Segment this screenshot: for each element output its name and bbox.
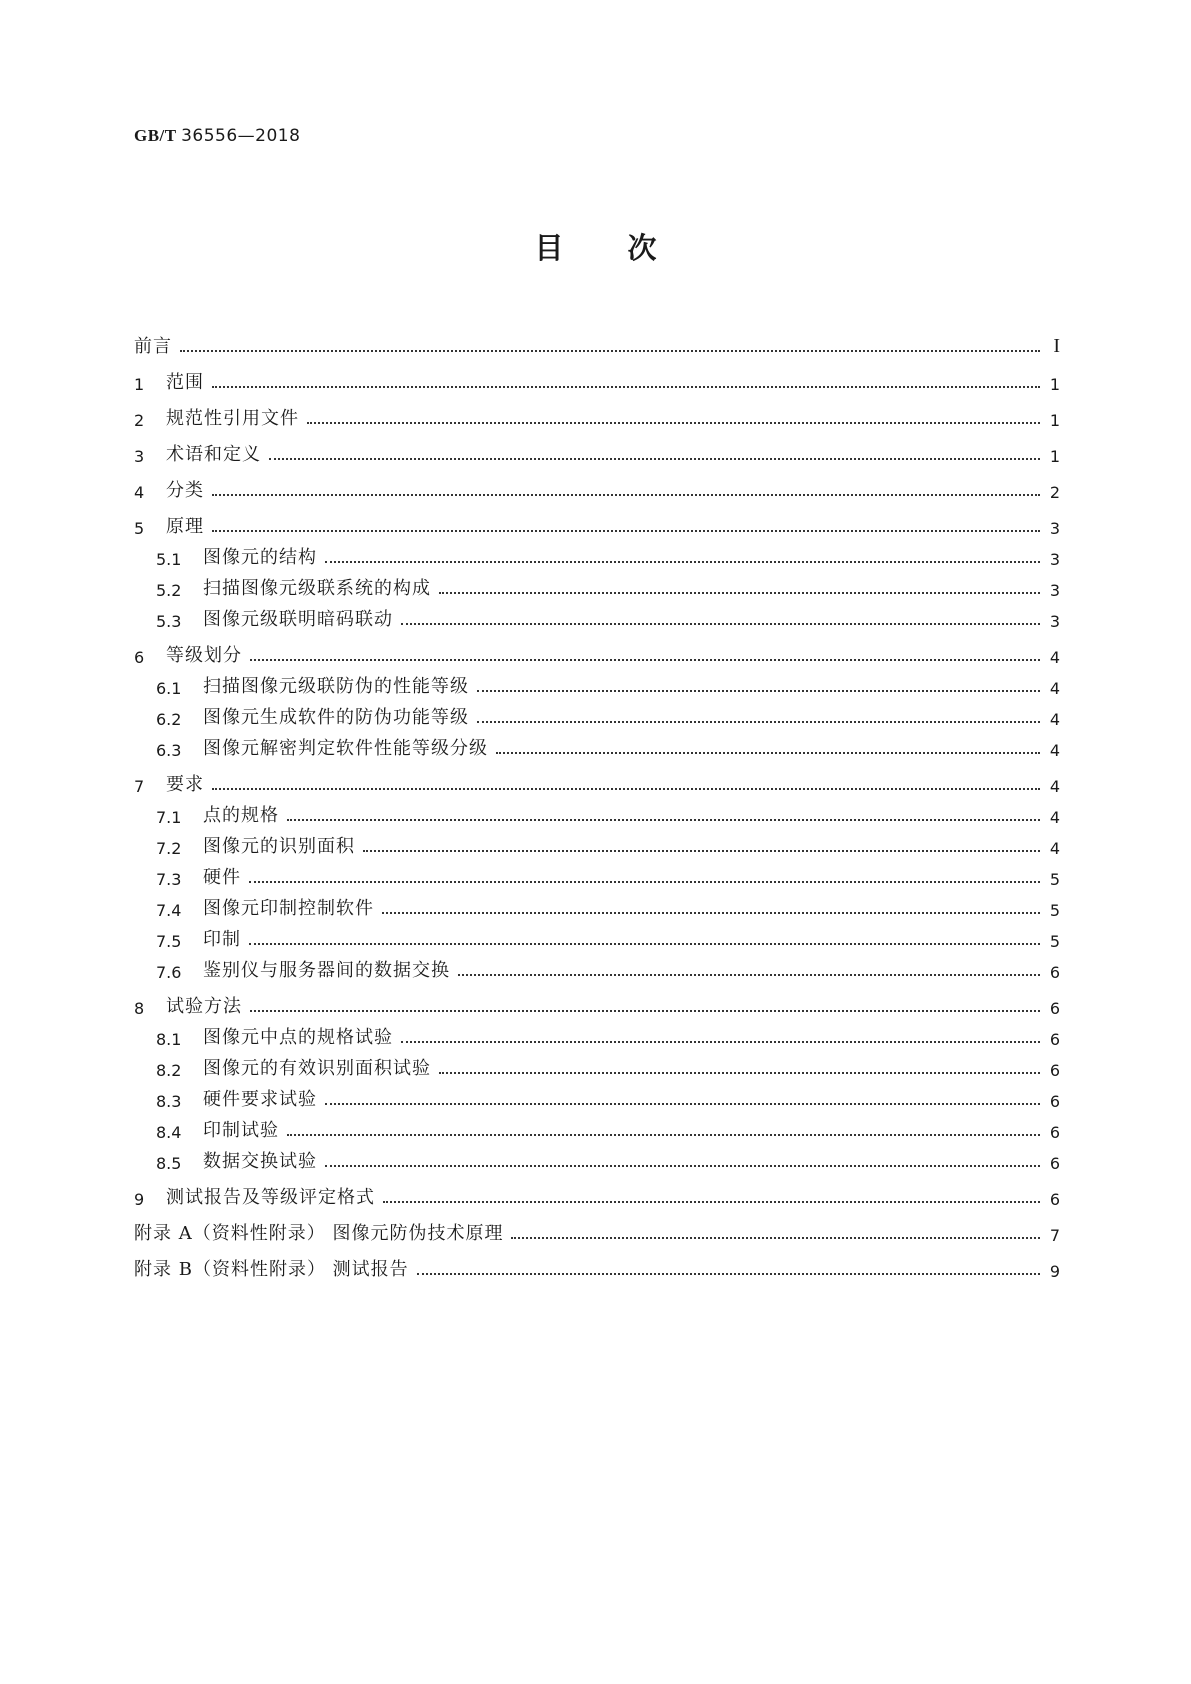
toc-entry-number: 2 [134,411,145,430]
toc-leader-dots [250,1010,1040,1012]
toc-entry-title: 分类 [166,480,204,501]
toc-leader-dots [439,592,1040,594]
toc-entry[interactable] [134,631,1060,667]
toc-entry-number: 5 [134,519,145,538]
toc-entry-title: 扫描图像元级联系统的构成 [203,578,431,599]
toc-entry-page: 6 [1049,1030,1060,1049]
toc-entry-title: 图像元印制控制软件 [203,898,374,919]
toc-entry[interactable] [134,1209,1060,1245]
toc-entry-number: 7.1 [156,808,182,827]
toc-leader-dots [382,912,1040,914]
toc-leader-dots [439,1072,1040,1074]
toc-leader-dots [249,943,1040,945]
toc-entry-page: 3 [1049,581,1060,600]
toc-leader-dots [325,1103,1040,1105]
toc-entry-title: 附录 B（资料性附录） 测试报告 [134,1259,409,1280]
toc-entry-page: 2 [1049,483,1060,502]
toc-entry-title: 测试报告及等级评定格式 [166,1187,375,1208]
toc-entry-number: 8.2 [156,1061,182,1080]
toc-entry[interactable] [134,502,1060,538]
toc-entry-number: 6 [134,648,145,667]
toc-entry-title: 附录 A（资料性附录） 图像元防伪技术原理 [134,1223,504,1244]
toc-entry[interactable] [134,760,1060,796]
toc-entry[interactable] [134,698,1060,729]
toc-entry[interactable] [134,889,1060,920]
toc-entry-page: 4 [1049,808,1060,827]
toc-leader-dots [325,561,1040,563]
toc-entry-title: 图像元中点的规格试验 [203,1027,393,1048]
toc-entry-number: 4 [134,483,145,502]
toc-entry-page: 6 [1049,1154,1060,1173]
toc-leader-dots [511,1237,1040,1239]
toc-entry[interactable] [134,322,1060,358]
toc-entry-number: 6.1 [156,679,182,698]
page-title-part1: 目 [534,231,564,265]
toc-entry-title: 硬件要求试验 [203,1089,317,1110]
toc-entry-number: 7.4 [156,901,182,920]
toc-entry-page: 6 [1049,999,1060,1018]
toc-entry[interactable] [134,430,1060,466]
toc-entry-page: 1 [1049,375,1060,394]
toc-entry-page: 3 [1049,519,1060,538]
toc-leader-dots [212,530,1040,532]
standard-code-number: 36556—2018 [181,126,301,146]
toc-entry-number: 8.3 [156,1092,182,1111]
toc-entry[interactable] [134,827,1060,858]
toc-leader-dots [363,850,1040,852]
toc-leader-dots [477,690,1040,692]
toc-entry-number: 6.2 [156,710,182,729]
toc-entry-number: 8.1 [156,1030,182,1049]
standard-code [134,126,300,146]
toc-entry-page: 3 [1049,550,1060,569]
toc-leader-dots [212,788,1040,790]
toc-leader-dots [269,458,1040,460]
toc-entry-number: 8.4 [156,1123,182,1142]
toc-entry[interactable] [134,982,1060,1018]
toc-entry[interactable] [134,796,1060,827]
toc-entry-page: 5 [1049,932,1060,951]
standard-code-prefix: GB/T [134,126,177,145]
toc-entry-title: 数据交换试验 [203,1151,317,1172]
toc-entry-number: 5.1 [156,550,182,569]
toc-entry-page: 5 [1049,901,1060,920]
toc-leader-dots [477,721,1040,723]
toc-entry[interactable] [134,1080,1060,1111]
toc-entry-number: 8.5 [156,1154,182,1173]
toc-entry-page: 5 [1049,870,1060,889]
toc-entry[interactable] [134,920,1060,951]
toc-entry-title: 图像元生成软件的防伪功能等级 [203,707,469,728]
toc-entry-title: 图像元的结构 [203,547,317,568]
toc-entry-number: 1 [134,375,145,394]
toc-entry[interactable] [134,569,1060,600]
toc-entry-title: 印制试验 [203,1120,279,1141]
page-title [0,226,1191,267]
toc-entry-number: 5.2 [156,581,182,600]
toc-entry[interactable] [134,729,1060,760]
toc-entry-page: 6 [1049,1123,1060,1142]
toc-leader-dots [307,422,1040,424]
toc-entry[interactable] [134,466,1060,502]
toc-entry-title: 扫描图像元级联防伪的性能等级 [203,676,469,697]
toc-entry-number: 3 [134,447,145,466]
toc-entry-page: 6 [1049,1061,1060,1080]
toc-leader-dots [458,974,1040,976]
toc-entry[interactable] [134,858,1060,889]
toc-entry-title: 前言 [134,336,172,357]
toc-entry-title: 图像元解密判定软件性能等级分级 [203,738,488,759]
toc-leader-dots [325,1165,1040,1167]
toc-leader-dots [417,1273,1040,1275]
toc-leader-dots [496,752,1040,754]
toc-entry-number: 7.3 [156,870,182,889]
toc-leader-dots [401,1041,1040,1043]
toc-entry[interactable] [134,1173,1060,1209]
toc-entry-page: 7 [1049,1226,1060,1245]
toc-entry-page: 1 [1049,411,1060,430]
toc-entry[interactable] [134,394,1060,430]
toc-entry-title: 硬件 [203,867,241,888]
toc-entry-title: 图像元的识别面积 [203,836,355,857]
toc-entry-number: 5.3 [156,612,182,631]
toc-entry[interactable] [134,1111,1060,1142]
toc-entry-page: 9 [1049,1262,1060,1281]
toc-leader-dots [287,1134,1040,1136]
toc-entry-title: 要求 [166,774,204,795]
toc-entry-title: 规范性引用文件 [166,408,299,429]
toc-entry-title: 图像元的有效识别面积试验 [203,1058,431,1079]
toc-entry[interactable] [134,600,1060,631]
toc-entry-title: 鉴别仪与服务器间的数据交换 [203,960,450,981]
toc-entry[interactable] [134,1245,1060,1281]
toc-leader-dots [401,623,1040,625]
toc-entry-number: 7.5 [156,932,182,951]
toc-entry[interactable] [134,538,1060,569]
toc-leader-dots [383,1201,1040,1203]
toc-entry-number: 6.3 [156,741,182,760]
table-of-contents [134,322,1060,1281]
toc-entry-title: 印制 [203,929,241,950]
toc-entry[interactable] [134,1142,1060,1173]
toc-entry-title: 图像元级联明暗码联动 [203,609,393,630]
toc-entry-number: 7.6 [156,963,182,982]
toc-entry-page: 4 [1049,741,1060,760]
toc-entry-page: I [1053,335,1060,357]
toc-entry-title: 范围 [166,372,204,393]
toc-entry-number: 9 [134,1190,145,1209]
toc-leader-dots [180,350,1040,352]
toc-entry-title: 术语和定义 [166,444,261,465]
toc-entry-title: 等级划分 [166,645,242,666]
toc-leader-dots [249,881,1040,883]
toc-leader-dots [212,494,1040,496]
toc-entry-page: 1 [1049,447,1060,466]
toc-entry[interactable] [134,358,1060,394]
toc-entry-number: 8 [134,999,145,1018]
toc-entry-page: 4 [1049,648,1060,667]
toc-entry-page: 3 [1049,612,1060,631]
toc-entry-title: 点的规格 [203,805,279,826]
toc-entry-page: 6 [1049,963,1060,982]
toc-entry[interactable] [134,1049,1060,1080]
toc-entry[interactable] [134,1018,1060,1049]
toc-entry-page: 4 [1049,839,1060,858]
toc-entry[interactable] [134,667,1060,698]
toc-entry-number: 7.2 [156,839,182,858]
toc-entry-page: 4 [1049,777,1060,796]
toc-entry-page: 4 [1049,710,1060,729]
toc-leader-dots [287,819,1040,821]
toc-entry-number: 7 [134,777,145,796]
toc-entry-page: 6 [1049,1092,1060,1111]
toc-entry-title: 试验方法 [166,996,242,1017]
toc-entry-title: 原理 [166,516,204,537]
toc-leader-dots [212,386,1040,388]
toc-entry-page: 4 [1049,679,1060,698]
toc-entry-page: 6 [1049,1190,1060,1209]
page-title-part2: 次 [627,231,657,265]
toc-entry[interactable] [134,951,1060,982]
toc-leader-dots [250,659,1040,661]
